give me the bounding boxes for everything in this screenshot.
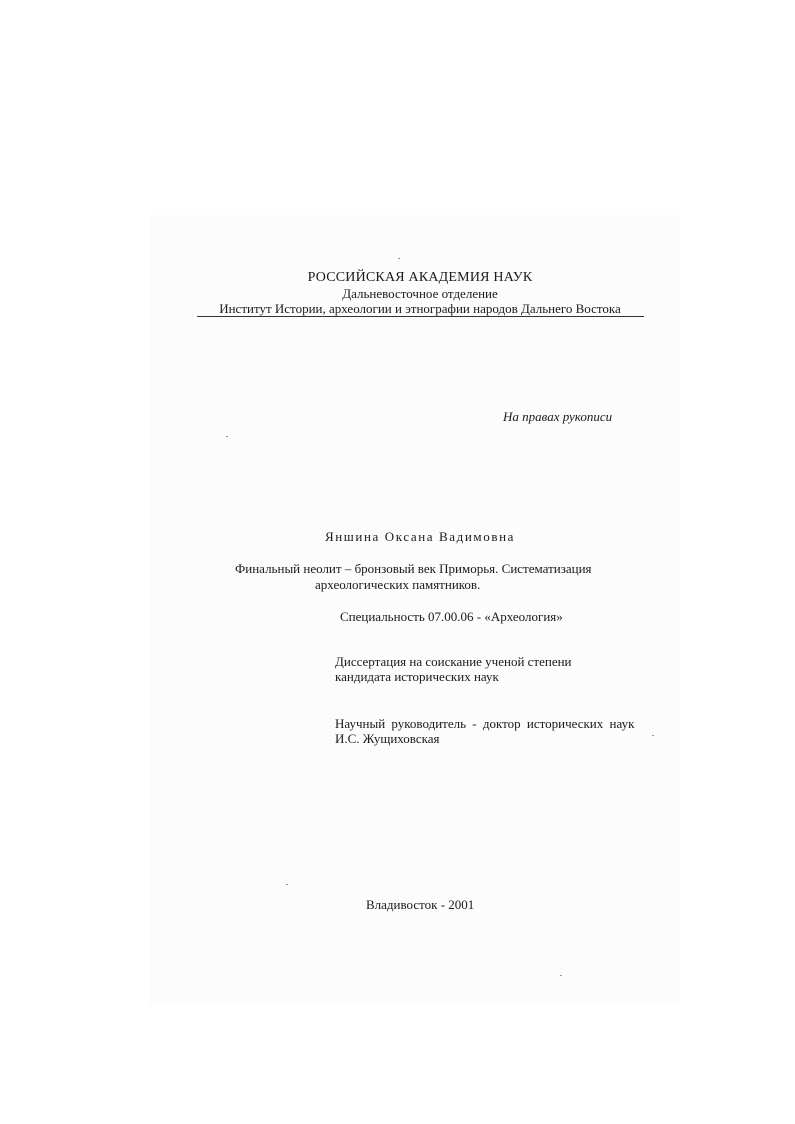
branch-name: Дальневосточное отделение (342, 286, 498, 301)
city-year: Владивосток - 2001 (366, 897, 475, 912)
academy-name: РОССИЙСКАЯ АКАДЕМИЯ НАУК (307, 270, 533, 285)
scan-speck (226, 436, 228, 437)
dissertation-title-line1: Финальный неолит – бронзовый век Приморья. Систематизация (235, 561, 592, 576)
degree-line2: кандидата исторических наук (335, 669, 499, 684)
supervisor-line1: Научный руководитель - доктор исторических наук (335, 716, 635, 731)
scan-speck (286, 884, 288, 885)
scan-speck (560, 975, 562, 976)
scan-speck (398, 258, 400, 259)
institute-name: Институт Истории, археологии и этнографии народов Дальнего Востока (219, 301, 621, 316)
header-divider (197, 316, 644, 317)
scan-speck (652, 735, 654, 736)
author-name: Яншина Оксана Вадимовна (324, 529, 516, 544)
rights-note: На правах рукописи (503, 409, 613, 424)
specialty: Специальность 07.00.06 - «Археология» (340, 609, 563, 624)
degree-line1: Диссертация на соискание ученой степени (335, 654, 572, 669)
dissertation-title-line2: археологических памятников. (315, 577, 481, 592)
supervisor-name: И.С. Жущиховская (335, 731, 440, 746)
